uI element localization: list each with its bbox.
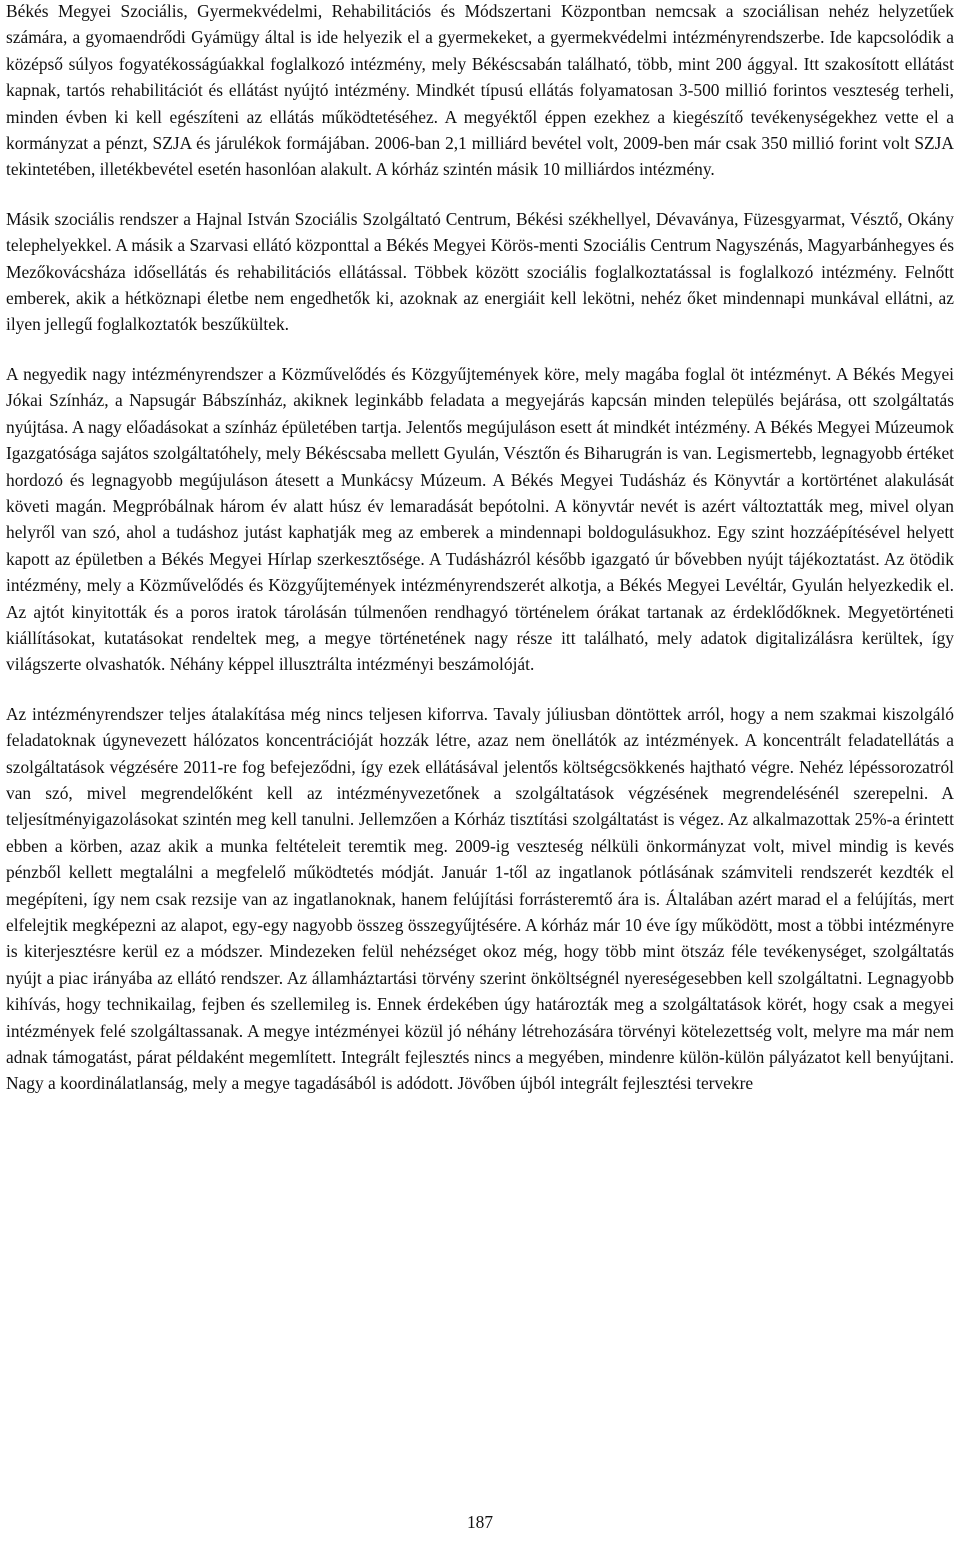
paragraph-social-systems: Másik szociális rendszer a Hajnal István Szociális Szolgáltató Centrum, Békési székhellyel, Dévaványa, Füzesgyarmat, Vésztő, Okány telephelyekkel. A másik a Szarvasi ellátó központtal a Békés Megyei Körös-menti Szociális Centrum Nagyszénás, Magyarbánhegyes és Mezőkovácsháza idősellátás és rehabilitációs ellátással. Többek között szociális foglalkoztatással is foglalkozó intézmény. Felnőtt emberek, akik a hétköznapi életbe nem engedhetők ki, azoknak az energiáit kell lekötni, nehéz őket mindennapi munkával ellátni, az ilyen jellegű foglalkoztatók beszűkültek.: [6, 208, 954, 335]
document-page: [6, 0, 954, 1097]
page-number: 187: [466, 1512, 494, 1532]
paragraph-social-child-protection: Békés Megyei Szociális, Gyermekvédelmi, Rehabilitációs és Módszertani Központban nemcsak a szociálisan nehéz helyzetűek számára, a gyomaendrődi Gyámügy által is ide helyezik el a gyermekeket, a gyermekvédelmi intézményrendszerbe. Ide kapcsolódik a középső súlyos fogyatékosságúakkal foglalkozó intézmény, mely Békéscsabán található, több, mint 200 ággyal. Itt szakosított ellátást kapnak, tartós rehabilitációt és ellátást nyújtó intézmény. Mindkét típusú ellátás folyamatosan 3-500 millió forintos veszteség terheli, minden évben ki kell egészíteni az ellátás működtetéséhez. A megyéktől éppen ezekhez a kiegészítő tevékenységekhez vette el a kormányzat a pénzt, SZJA és járulékok formájában. 2006-ban 2,1 milliárd bevétel volt, 2009-ben már csak 350 millió forint volt SZJA tekintetében, illetékbevétel esetén hasonlóan alakult. A kórház szintén másik 10 milliárdos intézmény.: [6, 1, 954, 180]
paragraph-institution-restructuring: Az intézményrendszer teljes átalakítása még nincs teljesen kiforrva. Tavaly júliusban döntöttek arról, hogy a nem szakmai kiszolgáló feladatoknak úgynevezett hálózatos koncentrációját hozzák létre, azaz nem önellátók az intézmények. A koncentrált feladatellátás a szolgáltatások végzésére 2011-re fog befejeződni, így ezek ellátásával jelentős költségcsökkenés hajtható végre. Nehéz lépéssorozatról van szó, mivel megrendelőként kell az intézményvezetőnek a szolgáltatások végzésének megrendelésénél szerepelni. A teljesítményigazolásokat szintén meg kell tanulni. Jellemzően a Kórház tisztítási szolgáltatást is végez. Az alkalmazottak 25%-a érintett ebben a körben, azaz akik a munka feltételeit teremtik meg. 2009-ig veszteség nélküli önkormányzat volt, mivel mindig is kevés pénzből kellett megtalálni a megfelelő működtetés módját. Január 1-től az ingatlanok pótlásának számviteli rendszerét kezdték el megépíteni, így nem csak rezsije van az ingatlanoknak, hanem felújítási forrásteremtő ára is. Általában azért marad el a felújítás, mert elfelejtik megképezni az alapot, egy-egy nagyobb összeg összegyűjtésére. A kórház már 10 éve így működött, most a többi intézményre is kiterjesztésre kerül ez a módszer. Mindezeken felül nehézséget okoz még, hogy több mint ötszáz féle tevékenységet, szolgáltatás nyújt a piac irányába az ellátó rendszer. Az államháztartási törvény szerint önköltségnél nyereségesebben kell szolgáltatni. Legnagyobb kihívás, hogy technikailag, fejben és szellemileg is. Ennek érdekében úgy határozták meg a szolgáltatások körét, hogy csak a megyei intézmények felé szolgáltassanak. A megye intézményei közül jó néhány létrehozására törvényi kötelezettség volt, melyre ma már nem adnak támogatást, párat példaként megemlített. Integrált fejlesztés nincs a megyében, mindenre külön-külön pályázatot kell benyújtani. Nagy a koordinálatlanság, mely a megye tagadásából is adódott. Jövőben újból integrált fejlesztési tervekre: [6, 703, 954, 1094]
paragraph-culture-collections: A negyedik nagy intézményrendszer a Közművelődés és Közgyűjtemények köre, mely magába foglal öt intézményt. A Békés Megyei Jókai Színház, a Napsugár Bábszínház, akiknek leginkább feladata a megyejárás kapcsán minden település bejárása, ott szolgáltatás nyújtása. A nagy előadásokat a színház épületében tartja. Jelentős megújuláson esett át mindkét intézmény. A Békés Megyei Múzeumok Igazgatósága sajátos szolgáltatóhely, mely Békéscsaba mellett Gyulán, Vésztőn és Biharugrán is van. Legismertebb, legnagyobb értéket hordozó és legnagyobb megújuláson átesett a Munkácsy Múzeum. A Békés Megyei Tudásház és Könyvtár a kortörténet alakulását követi magán. Megpróbálnak három év alatt húsz év lemaradását bepótolni. A könyvtár nevét is azért változtatták meg, mivel olyan helyről van szó, ahol a tudáshoz jutást kaphatják meg az emberek a mindennapi boldogulásukhoz. Egy szint hozzáépítésével helyett kapott az épületben a Békés Megyei Hírlap szerkesztősége. A Tudásházról később igazgató úr bővebben nyújt tájékoztatást. Az ötödik intézmény, mely a Közművelődés és Közgyűjtemények intézményrendszerét alkotja, a Békés Megyei Levéltár, Gyulán helyezkedik el. Az ajtót kinyitották és a poros iratok tárolásán túlmenően rendhagyó történelem órákat tartanak az érdeklődőknek. Megyetörténeti kiállításokat, kutatásokat rendeltek meg, a megye történetének nagy része itt található, mely adatok digitalizálásra kerültek, így világszerte olvashatók. Néhány képpel illusztrálta intézményi beszámolóját.: [6, 363, 954, 675]
